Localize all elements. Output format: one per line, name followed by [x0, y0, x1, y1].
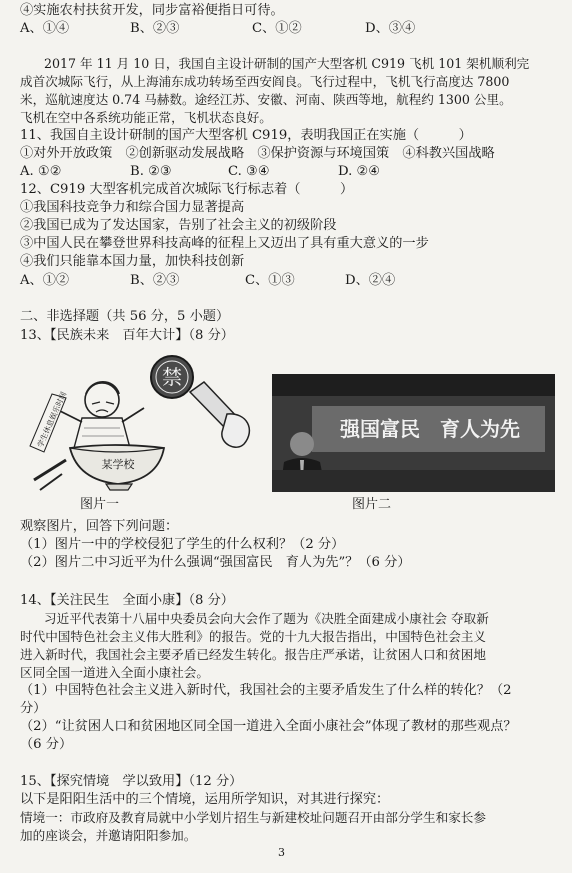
q14-passage-line-4: 区同全国一道进入全面小康社会。 [20, 665, 209, 680]
c919-passage-line-2: 成首次城际飞行，从上海浦东成功转场至西安阎良。飞行过程中，飞机飞行高度达 7800 [20, 74, 510, 89]
ban-stamp-text: 禁 [162, 365, 182, 389]
option-a: A. ①② [20, 164, 62, 179]
observe-instruction: 观察图片，回答下列问题： [20, 519, 179, 534]
student-figure [58, 382, 144, 448]
q15-scenario-1-line-2: 加的座谈会，并邀请阳阳参加。 [20, 828, 197, 843]
option-a: A、①④ [20, 21, 70, 36]
picture-1-cartoon [22, 352, 262, 494]
c919-passage-line-1: 2017 年 11 月 10 日，我国自主设计研制的国产大型客机 C919 飞机 101 架机顺利完 [44, 56, 530, 71]
q14-part-1: （1）中国特色社会主义进入新时代，我国社会的主要矛盾发生了什么样的转化？（2 [20, 683, 512, 698]
banner-text: 学生休息娱乐时间 [35, 390, 69, 449]
option-d: D、③④ [365, 21, 416, 36]
option-d: D. ②④ [338, 164, 381, 179]
option-b: B、②③ [130, 273, 180, 288]
q12-statement-1: ①我国科技竞争力和综合国力显著提高 [20, 200, 245, 215]
option-d: D、②④ [345, 273, 396, 288]
q12-statement-3: ③中国人民在攀登世界科技高峰的征程上又迈出了具有重大意义的一步 [20, 236, 429, 251]
ban-stamp [151, 356, 193, 398]
q10-options [20, 20, 560, 37]
bowl-label: 某学校 [101, 458, 135, 471]
q12-statement-4: ④我们只能靠本国力量，加快科技创新 [20, 254, 245, 269]
picture-2-caption: 图片二 [352, 497, 392, 512]
c919-passage-line-4: 飞机在空中各系统功能正常，飞机状态良好。 [20, 110, 272, 125]
q13-part-1: （1）图片一中的学校侵犯了学生的什么权利？（2 分） [20, 537, 345, 552]
q14-passage-line-3: 进入新时代，我国社会主要矛盾已经发生转化。报告庄严承诺，让贫困人口和贫困地 [20, 647, 486, 662]
option-b: B. ②③ [130, 164, 172, 179]
option-a: A、①② [20, 273, 70, 288]
q14-passage-line-1: 习近平代表第十八届中央委员会向大会作了题为《决胜全面建成小康社会 夺取新 [44, 611, 489, 626]
q12-statement-2: ②我国已成为了发达国家，告别了社会主义的初级阶段 [20, 218, 337, 233]
ruler-icon [34, 460, 66, 490]
q11-options [20, 163, 560, 180]
option-c: C、①② [252, 21, 302, 36]
q14-passage-line-2: 时代中国特色社会主义伟大胜利》的报告。党的十九大报告指出，中国特色社会主义 [20, 629, 486, 644]
banner-ribbon [30, 390, 68, 452]
photo-banner-text: 强国富民 育人为先 [340, 417, 520, 441]
picture-2-photo [272, 374, 555, 492]
q14-part-2: （2）“让贫困人口和贫困地区同全国一道进入全面小康社会”体现了教材的那些观点？ [20, 719, 517, 734]
q12-options [20, 272, 560, 289]
page-number: 3 [278, 846, 285, 859]
school-bowl [70, 445, 164, 490]
q15-scenario-1-line-1: 情境一：市政府及教育局就中小学划片招生与新建校址问题召开由部分学生和家长参 [20, 810, 486, 825]
q11-statements: ①对外开放政策 ②创新驱动发展战略 ③保护资源与环境国策 ④科教兴国战略 [20, 146, 495, 161]
option-c: C. ③④ [228, 164, 270, 179]
option-c: C、①③ [245, 273, 295, 288]
q15-intro: 以下是阳阳生活中的三个情境，运用所学知识，对其进行探究： [20, 792, 390, 807]
q13-part-2: （2）图片二中习近平为什么强调“强国富民 育人为先”？（6 分） [20, 555, 411, 570]
q12-stem: 12、C919 大型客机完成首次城际飞行标志着（ ） [20, 182, 354, 197]
option-b: B、②③ [130, 21, 180, 36]
section-2-heading: 二、非选择题（共 56 分，5 小题） [20, 309, 230, 324]
hand-icon [222, 414, 250, 447]
q15-heading: 15、【探究情境 学以致用】（12 分） [20, 774, 243, 789]
q13-heading: 13、【民族未来 百年大计】（8 分） [20, 328, 234, 343]
c919-passage-line-3: 米，巡航速度达 0.74 马赫数。途经江苏、安徽、河南、陕西等地，航程约 1300 公里。 [20, 92, 512, 107]
q14-part-2-points: （6 分） [20, 737, 73, 752]
picture-1-caption: 图片一 [80, 497, 120, 512]
q10-statement-4: ④实施农村扶贫开发，同步富裕便指日可待。 [20, 3, 284, 18]
q14-part-1-points: 分） [20, 701, 47, 716]
q11-stem: 11、我国自主设计研制的国产大型客机 C919，表明我国正在实施（ ） [20, 128, 472, 143]
q14-heading: 14、【关注民生 全面小康】（8 分） [20, 593, 234, 608]
